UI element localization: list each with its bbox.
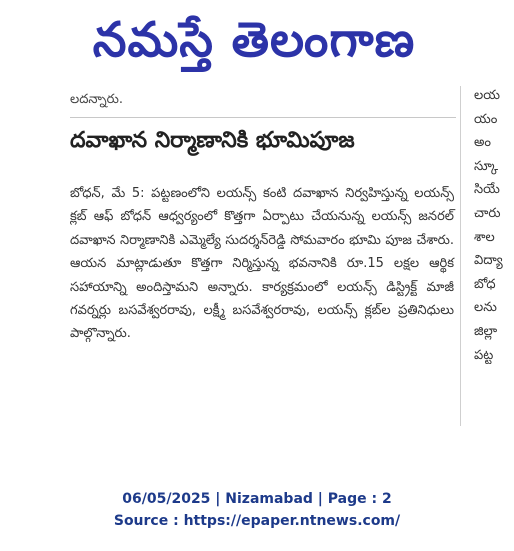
adjacent-line: విద్యా [474,253,503,269]
article-clipping [58,80,514,440]
source-link[interactable]: Source : https://epaper.ntnews.com/ [113,513,401,529]
adjacent-line: బోధ [474,276,496,292]
adjacent-line: శాల [474,229,495,245]
previous-article-fragment: లదన్నారు. [70,92,123,107]
newspaper-masthead [56,6,452,74]
adjacent-line: లను [474,300,497,316]
adjacent-line: లయ [474,88,500,103]
adjacent-line: యం [474,111,498,127]
clipping-footer [0,488,514,532]
article-body [70,182,454,346]
edition-info: 06/05/2025 | Nizamabad | Page : 2 [122,491,392,507]
adjacent-line: అం [474,135,491,151]
divider-line [70,117,456,118]
adjacent-line: సియే [474,182,500,198]
adjacent-line: పట్ట [474,347,494,363]
article-paragraph: బోధన్, మే 5: పట్టణంలోని లయన్స్ కంటి దవాఖాన నిర్వహిస్తున్న లయన్స్ క్లబ్ ఆఫ్ బోధన్ ఆధ్వర్యంలో కొత్తగా ఏర్పాటు చేయనున్న లయన్స్ జనరల్ దవాఖాన నిర్మాణానికి ఎమ్మెల్యే సుదర్శన్‌రెడ్డి సోమవారం భూమి పూజ చేశారు. ఆయన మాట్లాడుతూ కొత్తగా నిర్మిస్తున్న భవనానికి రూ.15 లక్షల ఆర్థిక సహాయాన్ని అందిస్తామని అన్నారు. కార్యక్రమంలో లయన్స్ డిస్ట్రిక్ట్ మాజీ గవర్నర్లు బసవేశ్వరరావు, లక్ష్మీ బసవేశ్వరరావు, లయన్స్ క్లబ్‌ల ప్రతినిధులు పాల్గొన్నారు. [70,186,454,342]
adjacent-line: చారు [474,205,501,221]
column-divider [460,86,461,426]
adjacent-line: స్కూ [474,158,498,174]
article-headline: దవాఖాన నిర్మాణానికి భూమిపూజ [70,128,355,153]
adjacent-line: జిల్లా [474,323,498,339]
masthead-title: నమస్తే తెలంగాణ [92,12,416,68]
adjacent-column-fragment [474,84,514,367]
